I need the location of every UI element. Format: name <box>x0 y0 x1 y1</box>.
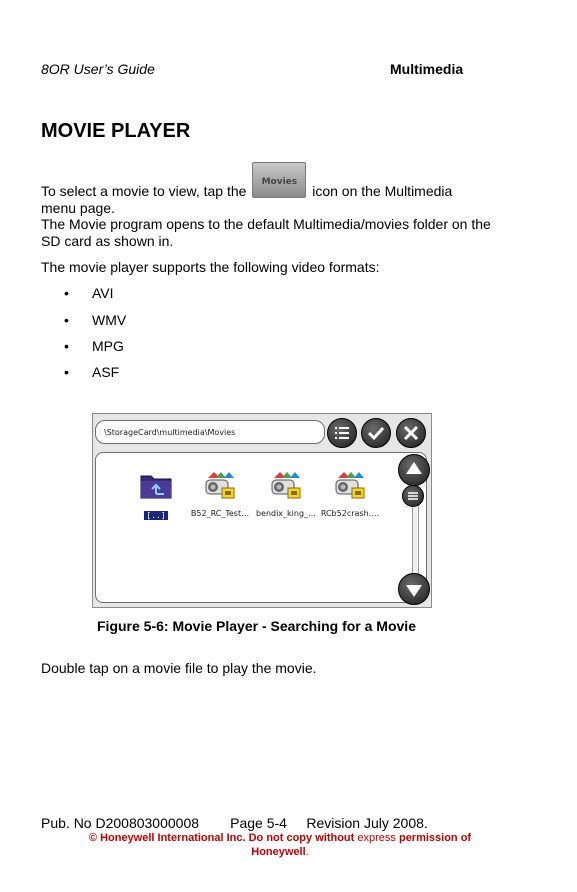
list-item-movie-file[interactable] <box>315 470 385 518</box>
intro-text-2: icon on the Multimedia <box>312 183 453 199</box>
copyright-text-c: permission of <box>398 832 472 844</box>
video-file-icon <box>268 470 304 502</box>
bullet-icon: • <box>64 364 69 380</box>
format-item: WMV <box>92 312 127 328</box>
figure-caption: Figure 5-6: Movie Player - Searching for a Movie <box>97 618 416 634</box>
list-item-parent-folder[interactable] <box>121 470 191 523</box>
file-name: RCb52crash.… <box>320 509 380 518</box>
video-file-icon <box>332 470 368 502</box>
bullet-icon: • <box>64 338 69 354</box>
format-item: AVI <box>92 285 114 301</box>
header-section: Multimedia <box>390 61 464 77</box>
path-bar: \StorageCard\multimedia\Movies <box>95 420 325 444</box>
grip-icon <box>403 486 423 506</box>
intro-paragraph <box>41 162 511 217</box>
paragraph-default-folder: The Movie program opens to the default Multimedia/movies folder on the SD card as shown in. <box>41 216 491 249</box>
copyright-text-a: © Honeywell International Inc. Do not copy without <box>88 832 355 844</box>
scrollbar-thumb[interactable] <box>402 485 424 507</box>
paragraph-play-instructions: Double tap on a movie file to play the movie. <box>41 660 317 676</box>
format-item: ASF <box>92 364 120 380</box>
format-item: MPG <box>92 338 124 354</box>
copyright-text-b: express <box>357 832 396 844</box>
scroll-down-button[interactable] <box>398 573 430 605</box>
bullet-icon: • <box>64 285 69 301</box>
folder-up-icon <box>139 470 173 500</box>
movie-player-screenshot <box>92 413 432 608</box>
list-view-button[interactable] <box>327 418 357 448</box>
movies-button-label: Movies <box>261 177 298 187</box>
close-icon <box>397 419 425 447</box>
arrow-up-icon <box>399 455 429 485</box>
parent-folder-label: [..] <box>146 511 166 520</box>
video-file-icon <box>202 470 238 502</box>
ok-button[interactable] <box>361 418 391 448</box>
close-button[interactable] <box>396 418 426 448</box>
intro-text-1: To select a movie to view, tap the <box>41 183 247 199</box>
intro-text-3: menu page. <box>41 200 115 216</box>
footer-copyright <box>41 831 519 859</box>
footer-publication: Pub. No D200803000008 Page 5-4 Revision July 2008. <box>41 815 428 831</box>
list-item-movie-file[interactable] <box>251 470 321 518</box>
movies-button-image <box>252 162 306 198</box>
scroll-up-button[interactable] <box>398 454 430 486</box>
page-title: MOVIE PLAYER <box>41 120 191 142</box>
checkmark-icon <box>362 419 390 447</box>
copyright-text-e: . <box>305 846 309 858</box>
file-name: bendix_king_… <box>255 509 317 518</box>
file-name: B52_RC_Test… <box>190 509 250 518</box>
paragraph-formats-intro: The movie player supports the following video formats: <box>41 259 380 275</box>
list-item-movie-file[interactable] <box>185 470 255 518</box>
arrow-down-icon <box>399 574 429 604</box>
header-guide-title: 8OR User’s Guide <box>41 61 155 77</box>
list-icon <box>328 419 356 447</box>
copyright-text-d: Honeywell <box>251 846 306 858</box>
bullet-icon: • <box>64 312 69 328</box>
